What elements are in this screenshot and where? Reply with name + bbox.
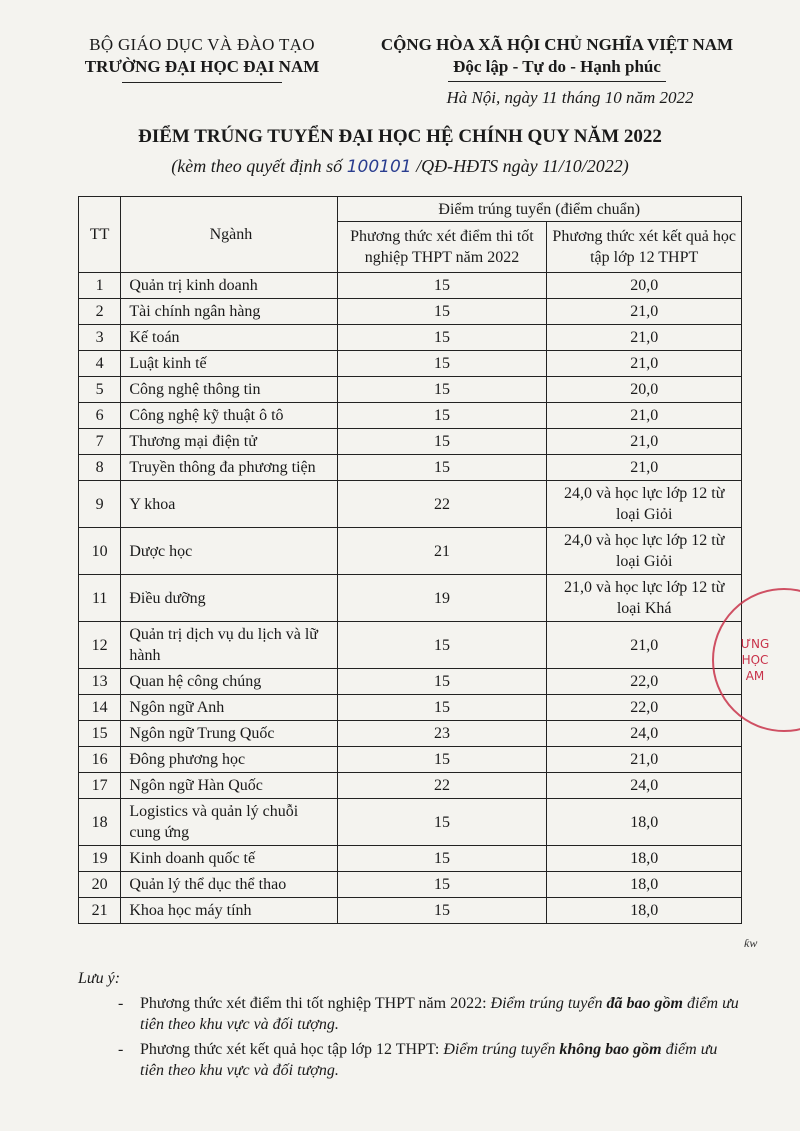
table-body bbox=[79, 273, 742, 924]
table-row bbox=[79, 773, 742, 799]
table-row bbox=[79, 846, 742, 872]
table-row bbox=[79, 799, 742, 846]
row-major: Luật kinh tế bbox=[121, 351, 337, 377]
row-number: 18 bbox=[79, 799, 121, 846]
note-emphasis: không bao gồm bbox=[559, 1041, 662, 1058]
document-title: ĐIỂM TRÚNG TUYỂN ĐẠI HỌC HỆ CHÍNH QUY NĂM 2022 bbox=[138, 126, 662, 147]
notes-section bbox=[78, 968, 742, 1085]
row-score-exam: 15 bbox=[337, 799, 547, 846]
row-number: 14 bbox=[79, 695, 121, 721]
row-score-transcript: 18,0 bbox=[547, 872, 742, 898]
row-score-transcript: 18,0 bbox=[547, 799, 742, 846]
row-major: Đông phương học bbox=[121, 747, 337, 773]
seal-line: HỌC bbox=[741, 653, 769, 667]
table-row bbox=[79, 695, 742, 721]
table-row bbox=[79, 747, 742, 773]
row-number: 3 bbox=[79, 325, 121, 351]
row-major: Dược học bbox=[121, 528, 337, 575]
row-number: 1 bbox=[79, 273, 121, 299]
country-name: CỘNG HÒA XÃ HỘI CHỦ NGHĨA VIỆT NAM bbox=[380, 35, 734, 54]
row-score-transcript: 21,0 bbox=[547, 403, 742, 429]
row-major: Logistics và quản lý chuỗi cung ứng bbox=[121, 799, 337, 846]
note-dash: - bbox=[118, 1041, 124, 1058]
row-major: Công nghệ thông tin bbox=[121, 377, 337, 403]
row-score-exam: 21 bbox=[337, 528, 547, 575]
national-motto: Độc lập - Tự do - Hạnh phúc bbox=[453, 57, 661, 76]
seal-line: AM bbox=[745, 669, 765, 683]
table-row bbox=[79, 528, 742, 575]
issuer-block bbox=[72, 34, 332, 83]
row-number: 9 bbox=[79, 481, 121, 528]
row-score-exam: 15 bbox=[337, 455, 547, 481]
subtitle-suffix: /QĐ-HĐTS ngày 11/10/2022) bbox=[416, 156, 629, 176]
note-italic-end: điểm ưu tiên theo khu vực và đối tượng. bbox=[140, 995, 739, 1033]
ministry-name: BỘ GIÁO DỤC VÀ ĐÀO TẠO bbox=[89, 35, 315, 54]
university-name: TRƯỜNG ĐẠI HỌC ĐẠI NAM bbox=[84, 57, 320, 76]
row-major: Khoa học máy tính bbox=[121, 898, 337, 924]
table-row bbox=[79, 622, 742, 669]
header-method-transcript: Phương thức xét kết quả học tập lớp 12 THPT bbox=[547, 222, 742, 273]
row-score-exam: 23 bbox=[337, 721, 547, 747]
notes-list bbox=[78, 993, 742, 1081]
row-number: 11 bbox=[79, 575, 121, 622]
table-row bbox=[79, 351, 742, 377]
row-score-transcript: 21,0 bbox=[547, 622, 742, 669]
row-major: Kế toán bbox=[121, 325, 337, 351]
row-score-transcript: 22,0 bbox=[547, 669, 742, 695]
row-major: Quản trị dịch vụ du lịch và lữ hành bbox=[121, 622, 337, 669]
row-score-exam: 15 bbox=[337, 622, 547, 669]
table-row bbox=[79, 575, 742, 622]
row-major: Ngôn ngữ Trung Quốc bbox=[121, 721, 337, 747]
subtitle-prefix: (kèm theo quyết định số bbox=[171, 156, 343, 176]
row-score-exam: 15 bbox=[337, 403, 547, 429]
handwritten-decision-number: 100101 bbox=[346, 157, 412, 177]
row-major: Ngôn ngữ Anh bbox=[121, 695, 337, 721]
row-score-transcript: 24,0 và học lực lớp 12 từ loại Giỏi bbox=[547, 528, 742, 575]
note-method: Phương thức xét kết quả học tập lớp 12 THPT: bbox=[140, 1041, 444, 1058]
row-score-transcript: 21,0 bbox=[547, 299, 742, 325]
row-number: 2 bbox=[79, 299, 121, 325]
row-score-transcript: 18,0 bbox=[547, 846, 742, 872]
header-underline bbox=[122, 82, 282, 83]
table-row bbox=[79, 481, 742, 528]
row-number: 10 bbox=[79, 528, 121, 575]
row-score-exam: 15 bbox=[337, 351, 547, 377]
header-score-group: Điểm trúng tuyển (điểm chuẩn) bbox=[337, 197, 741, 222]
row-score-transcript: 22,0 bbox=[547, 695, 742, 721]
row-number: 15 bbox=[79, 721, 121, 747]
admission-scores-table bbox=[78, 196, 742, 924]
row-score-exam: 15 bbox=[337, 429, 547, 455]
row-major: Truyền thông đa phương tiện bbox=[121, 455, 337, 481]
row-score-exam: 22 bbox=[337, 773, 547, 799]
row-major: Quản lý thể dục thể thao bbox=[121, 872, 337, 898]
row-score-exam: 15 bbox=[337, 669, 547, 695]
row-number: 17 bbox=[79, 773, 121, 799]
row-score-transcript: 21,0 bbox=[547, 455, 742, 481]
note-italic: Điểm trúng tuyển bbox=[443, 1041, 560, 1058]
row-number: 19 bbox=[79, 846, 121, 872]
header-method-exam: Phương thức xét điểm thi tốt nghiệp THPT năm 2022 bbox=[337, 222, 547, 273]
row-score-exam: 15 bbox=[337, 299, 547, 325]
row-score-transcript: 20,0 bbox=[547, 377, 742, 403]
table-row bbox=[79, 455, 742, 481]
row-major: Tài chính ngân hàng bbox=[121, 299, 337, 325]
row-score-exam: 15 bbox=[337, 325, 547, 351]
row-number: 5 bbox=[79, 377, 121, 403]
seal-line: ƯNG bbox=[740, 637, 770, 651]
table-row bbox=[79, 872, 742, 898]
row-score-exam: 15 bbox=[337, 872, 547, 898]
row-major: Kinh doanh quốc tế bbox=[121, 846, 337, 872]
row-score-transcript: 21,0 bbox=[547, 429, 742, 455]
table-row bbox=[79, 721, 742, 747]
seal-text bbox=[730, 636, 780, 684]
note-item bbox=[78, 993, 742, 1035]
row-score-transcript: 21,0 bbox=[547, 747, 742, 773]
table-row bbox=[79, 325, 742, 351]
header-major: Ngành bbox=[121, 197, 337, 273]
row-score-exam: 15 bbox=[337, 377, 547, 403]
national-header bbox=[372, 34, 742, 82]
row-major: Thương mại điện tử bbox=[121, 429, 337, 455]
row-score-exam: 22 bbox=[337, 481, 547, 528]
row-number: 7 bbox=[79, 429, 121, 455]
note-italic: Điểm trúng tuyển bbox=[490, 995, 607, 1012]
row-number: 20 bbox=[79, 872, 121, 898]
row-score-exam: 15 bbox=[337, 898, 547, 924]
note-item bbox=[78, 1039, 742, 1081]
row-score-exam: 15 bbox=[337, 846, 547, 872]
note-italic-end: điểm ưu tiên theo khu vực và đối tượng. bbox=[140, 1041, 718, 1079]
row-number: 21 bbox=[79, 898, 121, 924]
notes-label: Lưu ý: bbox=[78, 970, 121, 987]
table-row bbox=[79, 898, 742, 924]
note-method: Phương thức xét điểm thi tốt nghiệp THPT năm 2022: bbox=[140, 995, 491, 1012]
row-score-transcript: 24,0 bbox=[547, 773, 742, 799]
initials-mark: ƙw bbox=[744, 936, 758, 950]
table-row bbox=[79, 429, 742, 455]
row-major: Công nghệ kỹ thuật ô tô bbox=[121, 403, 337, 429]
row-major: Ngôn ngữ Hàn Quốc bbox=[121, 773, 337, 799]
row-number: 12 bbox=[79, 622, 121, 669]
row-score-exam: 15 bbox=[337, 695, 547, 721]
row-major: Quản trị kinh doanh bbox=[121, 273, 337, 299]
table-row bbox=[79, 299, 742, 325]
note-emphasis: đã bao gồm bbox=[606, 995, 683, 1012]
row-score-exam: 19 bbox=[337, 575, 547, 622]
row-score-transcript: 24,0 bbox=[547, 721, 742, 747]
row-score-transcript: 24,0 và học lực lớp 12 từ loại Giỏi bbox=[547, 481, 742, 528]
row-number: 13 bbox=[79, 669, 121, 695]
row-score-transcript: 21,0 bbox=[547, 351, 742, 377]
row-score-exam: 15 bbox=[337, 747, 547, 773]
table-row bbox=[79, 403, 742, 429]
row-score-transcript: 20,0 bbox=[547, 273, 742, 299]
table-row bbox=[79, 669, 742, 695]
row-score-transcript: 21,0 bbox=[547, 325, 742, 351]
row-major: Y khoa bbox=[121, 481, 337, 528]
issue-date: Hà Nội, ngày 11 tháng 10 năm 2022 bbox=[446, 88, 694, 107]
row-score-transcript: 18,0 bbox=[547, 898, 742, 924]
row-number: 6 bbox=[79, 403, 121, 429]
motto-underline bbox=[448, 81, 666, 82]
document-subtitle bbox=[0, 156, 800, 177]
row-major: Điều dưỡng bbox=[121, 575, 337, 622]
row-number: 8 bbox=[79, 455, 121, 481]
row-major: Quan hệ công chúng bbox=[121, 669, 337, 695]
row-score-exam: 15 bbox=[337, 273, 547, 299]
row-score-transcript: 21,0 và học lực lớp 12 từ loại Khá bbox=[547, 575, 742, 622]
table-row bbox=[79, 273, 742, 299]
header-tt: TT bbox=[79, 197, 121, 273]
table-row bbox=[79, 377, 742, 403]
row-number: 4 bbox=[79, 351, 121, 377]
row-number: 16 bbox=[79, 747, 121, 773]
note-dash: - bbox=[118, 995, 124, 1012]
